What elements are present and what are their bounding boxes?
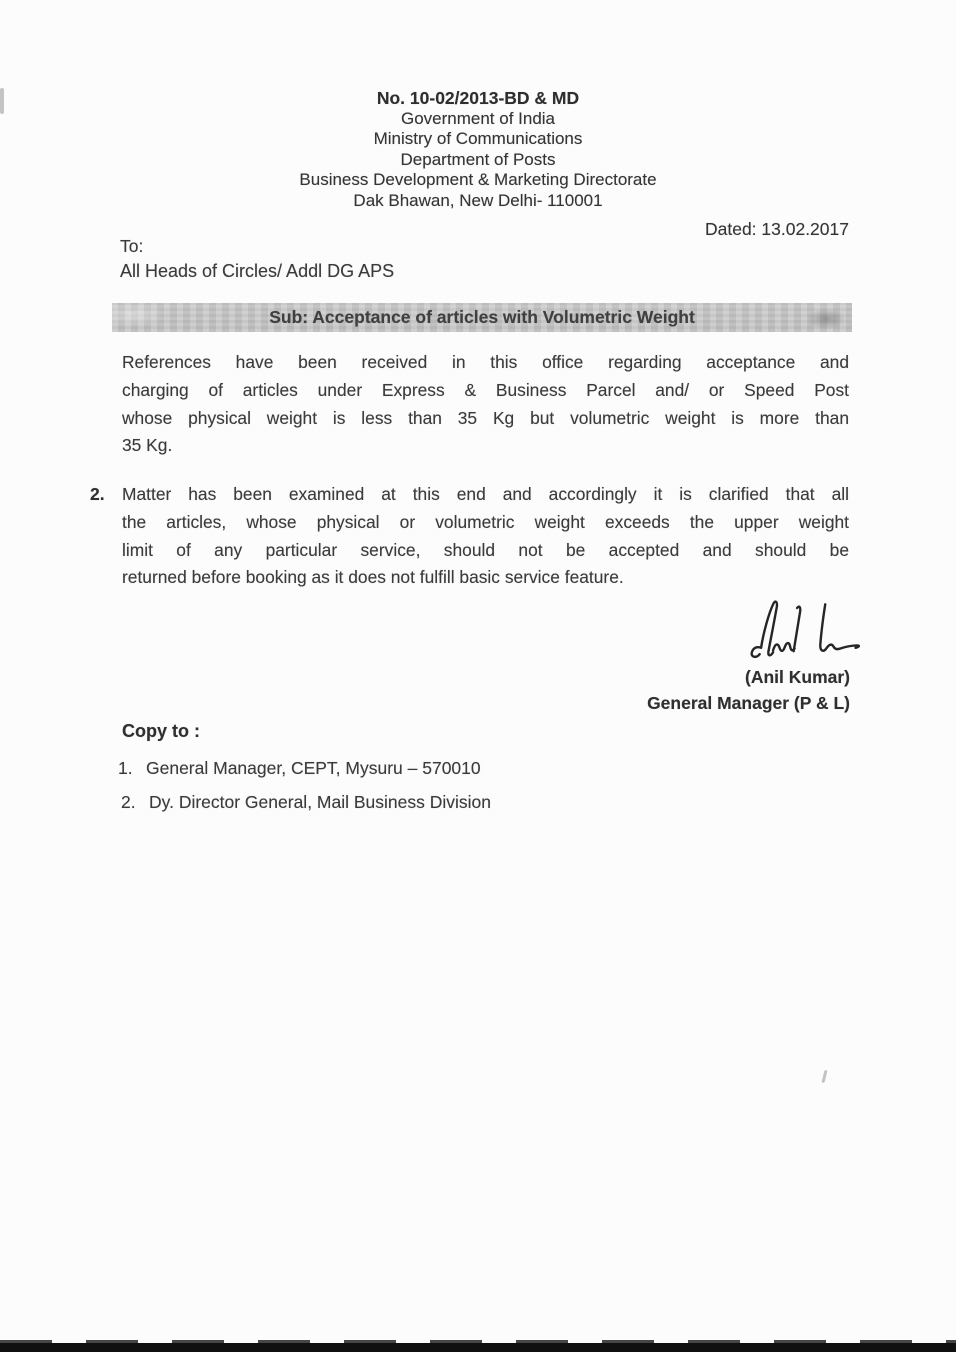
scan-speck xyxy=(821,1070,827,1083)
paragraph-2-line: Matter has been examined at this end and accordingly it is clarified that all xyxy=(122,484,849,504)
paragraph-1 xyxy=(122,349,849,460)
paragraph-2-number: 2. xyxy=(90,484,105,504)
copy-item-text: Dy. Director General, Mail Business Division xyxy=(149,792,492,812)
paragraph-2 xyxy=(90,481,849,592)
handwritten-signature xyxy=(744,596,864,668)
paragraph-1-line: 35 Kg. xyxy=(122,435,173,456)
copy-item-text: General Manager, CEPT, Mysuru – 570010 xyxy=(146,758,481,778)
org-line-government: Government of India xyxy=(400,108,556,128)
org-line-department: Department of Posts xyxy=(400,149,556,169)
copy-item-number: 1. xyxy=(118,758,133,778)
to-label: To: xyxy=(120,236,144,256)
paragraph-1-line: whose physical weight is less than 35 Kg but volumetric weight is more than xyxy=(122,407,849,428)
to-recipient: All Heads of Circles/ Addl DG APS xyxy=(120,261,395,281)
reference-number: No. 10-02/2013-BD & MD xyxy=(376,88,580,108)
paragraph-2-line: the articles, whose physical or volumetric weight exceeds the upper weight xyxy=(122,511,849,532)
paragraph-1-line: References have been received in this office regarding acceptance and xyxy=(122,352,849,372)
org-line-address: Dak Bhawan, New Delhi- 110001 xyxy=(353,190,603,210)
scan-bottom-bar xyxy=(0,1343,956,1352)
paragraph-1-line: charging of articles under Express & Business Parcel and/ or Speed Post xyxy=(122,379,849,400)
scan-speck xyxy=(0,88,4,114)
paragraph-2-line: returned before booking as it does not fulfill basic service feature. xyxy=(122,567,624,588)
signatory-name: (Anil Kumar) xyxy=(745,667,850,687)
subject-text: Sub: Acceptance of articles with Volumetric Weight xyxy=(269,307,695,327)
copy-item-number: 2. xyxy=(121,792,136,812)
dated-line: Dated: 13.02.2017 xyxy=(704,219,849,239)
signatory-title: General Manager (P & L) xyxy=(647,693,850,713)
copy-item xyxy=(118,758,481,779)
copy-item xyxy=(121,792,491,813)
org-line-directorate: Business Development & Marketing Directorate xyxy=(299,170,657,190)
paragraph-2-line: limit of any particular service, should not be accepted and should be xyxy=(122,539,849,560)
letterhead xyxy=(0,88,956,212)
paragraph-2-body xyxy=(122,481,849,592)
org-line-ministry: Ministry of Communications xyxy=(373,129,583,149)
copy-to-label: Copy to : xyxy=(122,721,200,741)
subject-highlight-band xyxy=(112,303,852,332)
